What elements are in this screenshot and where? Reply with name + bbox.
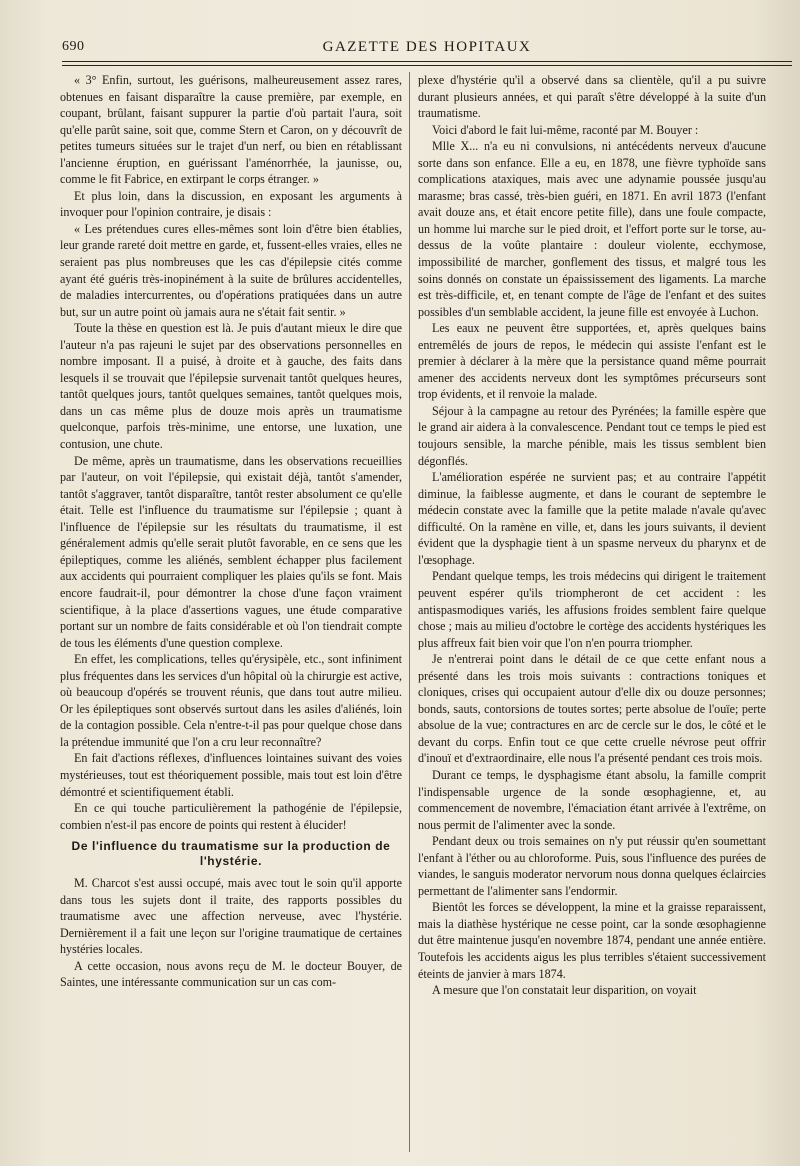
paragraph: Les eaux ne peuvent être supportées, et, après quelques bains entremêlés de jours de repos, le médecin qui assiste l'enfant est le premier à déclarer à la mère que la persistance quand même pourrait amener des accidents nerveux dont les symptômes précurseurs sont trop évidents, et il renvoie la malade.	[418, 321, 766, 402]
paragraph: Séjour à la campagne au retour des Pyrénées; la famille espère que le grand air aidera à la convalescence. Pendant tout ce temps le pied est toujours sensible, la marche pénible, mais les tissus semblent bien dégonflés.	[418, 403, 766, 468]
header-rule-thick	[62, 61, 792, 62]
left-column	[60, 72, 402, 1152]
right-column	[418, 72, 766, 1152]
paragraph: Je n'entrerai point dans le détail de ce que cette enfant nous a présenté dans les trois mois suivants : contractions toniques et cloniques, crises qui occupaient autour d'elle dix ou douze personnes; bonds, sauts, contorsions de toutes sortes; perte absolue de l'ouïe; perte absolue de la vue; contractures en arc de cercle sur le dos, le côté et le devant du corps. Enfin tout ce que cette cruelle névrose peut offrir d'inouï et d'extraordinaire, elle nous l'a présenté pendant ces trois mois.	[418, 652, 766, 766]
paragraph: M. Charcot s'est aussi occupé, mais avec tout le soin qu'il apporte dans tous les sujets dont il traite, des rapports possibles du traumatisme avec une affection nerveuse, avec l'hystérie. Dernièrement il a fait une leçon sur l'origine traumatique de certaines hystéries locales.	[60, 876, 402, 957]
paragraph: Pendant quelque temps, les trois médecins qui dirigent le traitement peuvent espérer qu'ils triompheront de cet accident : les antispasmodiques variés, les affusions froides semblent faire quelque chose ; mais au milieu d'octobre le cortège des accidents hystériques les plus affreux fait bien voir que l'on n'en pourra triompher.	[418, 569, 766, 650]
section-heading: De l'influence du traumatisme sur la production de l'hystérie.	[71, 839, 391, 869]
paragraph: A cette occasion, nous avons reçu de M. le docteur Bouyer, de Saintes, une intéressante communication sur un cas com-	[60, 958, 402, 990]
header-rule-thin	[62, 65, 792, 66]
paragraph: En ce qui touche particulièrement la pathogénie de l'épilepsie, combien n'est-il pas encore de points qui restent à élucider!	[60, 801, 402, 832]
paragraph: A mesure que l'on constatait leur disparition, on voyait	[432, 983, 697, 998]
paragraph: Toute la thèse en question est là. Je puis d'autant mieux le dire que l'auteur n'a pas rajeuni le sujet par des observations personnelles en nombre imposant. Il a puisé, à droite et à gauche, des faits dans lesquels il se trouvait que l'épilepsie survenait tantôt quelques heures, tantôt quelques jours, tantôt quelques semaines, tantôt quelques mois, dans un cas même plus de douze mois après un traumatisme quelconque, parfois très-minime, une entorse, une luxation, une contusion, une chute.	[60, 321, 402, 452]
paragraph: « Les prétendues cures elles-mêmes sont loin d'être bien établies, leur grande rareté doit mettre en garde, et, fussent-elles vraies, elles ne seraient pas plus nombreuses que les cas d'épilepsie cités comme ayant été guéris très-inopinément à la suite de brûlures accidentelles, de maladies intercurrentes, ou d'opérations pratiquées dans un autre but, sur un autre point où jamais aura ne s'était fait sentir. »	[60, 221, 402, 319]
paragraph: L'amélioration espérée ne survient pas; et au contraire l'appétit diminue, la faiblesse augmente, et dans le courant de septembre le médecin constate avec la famille que la petite malade n'avale qu'avec difficulté. On la ramène en ville, et, dans les jours suivants, il devient évident que la dysphagie tient à un spasme nerveux du pharynx et de l'œsophage.	[418, 470, 766, 567]
column-divider	[409, 72, 410, 1152]
paragraph: De même, après un traumatisme, dans les observations recueillies par l'auteur, on voit l'épilepsie, qui existait déjà, tantôt s'amender, tantôt s'aggraver, tantôt disparaître, tantôt rester absolument ce qu'elle était. Telle est l'influence du traumatisme sur l'épilepsie ; quant à l'influence de l'épilepsie sur les résultats du traumatisme, il est généralement admis qu'elle serait plutôt favorable, en ce sens que les épileptiques, comme les aliénés, semblent échapper plus facilement aux accidents qui pourraient compliquer les plaies qu'ils se font. Mais encore faudrait-il, pour démontrer la chose d'une façon vraiment scientifique, à la place d'assertions vagues, une étude comparative portant sur un nombre de faits considérable et où l'on tiendrait compte de tous les éléments d'une question complexe.	[60, 453, 402, 650]
paragraph: Bientôt les forces se développent, la mine et la graisse reparaissent, mais la diathèse hystérique ne cesse point, car la sonde œsophagienne dut être maintenue jusqu'en novembre 1874, pendant une année entière. Toutefois les accidents aigus les plus terribles s'étaient successivement éteints de janvier à mars 1874.	[418, 900, 766, 981]
paragraph: En fait d'actions réflexes, d'influences lointaines suivant des voies mystérieuses, tout est théoriquement possible, mais tout est loin d'être démontré et scientifiquement établi.	[60, 751, 402, 799]
paragraph: Mlle X... n'a eu ni convulsions, ni antécédents nerveux d'aucune sorte dans son enfance. Elle a eu, en 1878, une fièvre typhoïde sans complications ataxiques, mais avec une adynamie poussée jusqu'au marasme; bras cassé, très-bien guéri, en 1871. En avril 1873 (l'enfant avait douze ans, et était encore petite fille), dans une foule compacte, un homme lui marche sur le pied droit, et l'effort porte sur le torse, au-dessus de la voûte plantaire : douleur violente, ecchymose, impossibilité de marcher, gonflement des tissus, et malgré tous les soins donnés on constate un épaississement des ligaments. La marche est très-difficile, et, en tenant compte de l'âge de l'enfant et des suites possibles d'un semblable accident, la jeune fille est envoyée à Luchon.	[418, 139, 766, 319]
paragraph: En effet, les complications, telles qu'érysipèle, etc., sont infiniment plus fréquentes dans les services d'un hôpital où la chirurgie est active, où beaucoup d'opérés se trouvent réunis, que dans tout autre milieu. Or les épileptiques sont observés surtout dans les asiles d'aliénés, loin de la contagion possible. Cela n'entre-t-il pas pour quelque chose dans la prétendue immunité que l'on a cru leur reconnaître?	[60, 652, 402, 749]
paragraph: Voici d'abord le fait lui-même, raconté par M. Bouyer :	[432, 122, 699, 137]
paragraph: « 3° Enfin, surtout, les guérisons, malheureusement assez rares, obtenues en faisant disparaître la cause première, par exemple, en coupant, brûlant, faisant suppurer la partie d'où partait l'aura, soit qu'elle parût saine, soit que, comme Stern et Caron, on y découvrît de petites tumeurs situées sur le trajet d'un nerf, ou bien en rétablissant l'ancienne éruption, en guérissant l'aménorrhée, la jaunisse, ou, comme le fit Fabrice, en extirpant le corps étranger. »	[60, 73, 402, 187]
paragraph: Durant ce temps, le dysphagisme étant absolu, la famille comprit l'indispensable urgence de la sonde œsophagienne, et, au commencement de novembre, l'émaciation étant arrivée à l'extrême, on nous permit de l'alimenter avec la sonde.	[418, 767, 766, 832]
page-header	[62, 35, 792, 61]
running-title: GAZETTE DES HOPITAUX	[322, 39, 532, 55]
paragraph: Et plus loin, dans la discussion, en exposant les arguments à invoquer pour l'opinion contraire, je disais :	[60, 188, 402, 220]
page-number: 690	[62, 39, 85, 54]
paragraph: plexe d'hystérie qu'il a observé dans sa clientèle, qu'il a pu suivre durant plusieurs années, et qui paraît s'être développé à la suite d'un traumatisme.	[418, 73, 766, 121]
paragraph: Pendant deux ou trois semaines on n'y put réussir qu'en soumettant l'enfant à l'éther ou au chloroforme. Puis, sous l'influence des purées de viandes, le sanguis moderator nervorum nous donna quelques éclaircies permettant de l'alimenter sans l'endormir.	[418, 834, 766, 898]
